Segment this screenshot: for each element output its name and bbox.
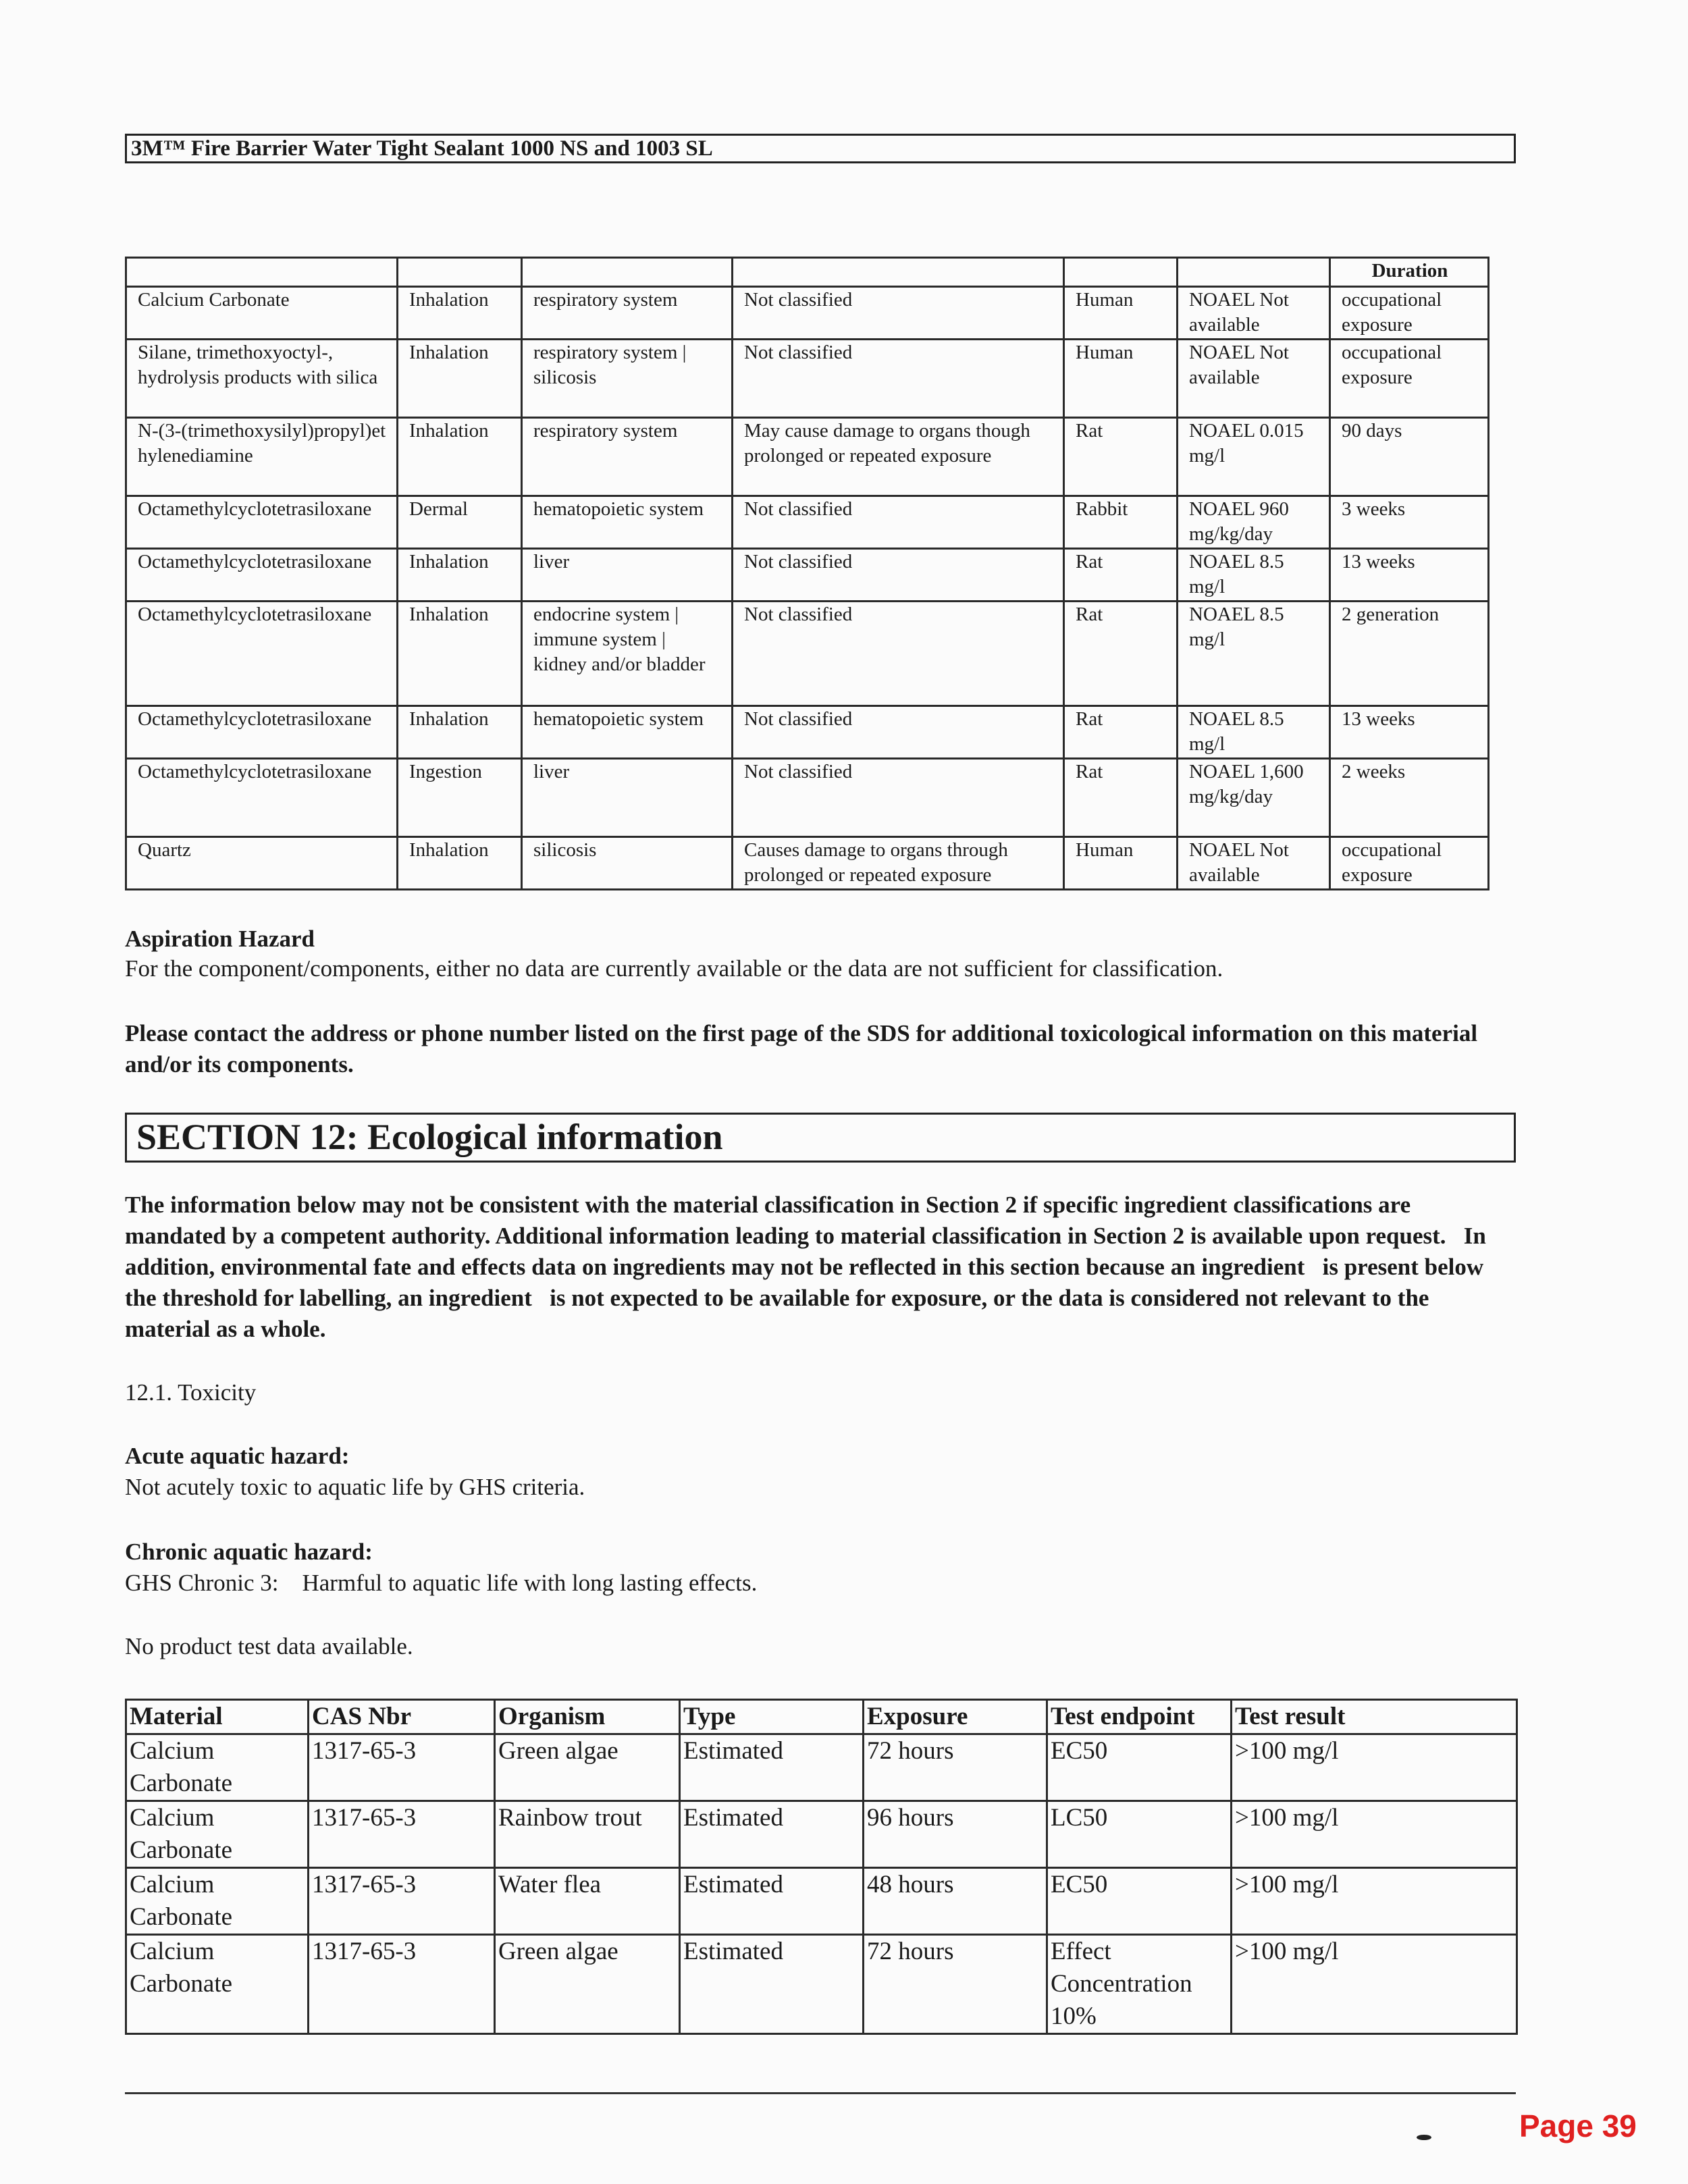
cell-duration: occupational exposure — [1330, 287, 1489, 340]
cell-organ: liver — [522, 759, 733, 837]
cell-type: Estimated — [680, 1734, 864, 1801]
cell-value: Not classified — [733, 287, 1064, 340]
cell-value: Not classified — [733, 706, 1064, 759]
cell-name: Calcium Carbonate — [126, 287, 398, 340]
cell-organ: respiratory system — [522, 287, 733, 340]
header-organism: Organism — [495, 1700, 680, 1734]
chronic-text: GHS Chronic 3: Harmful to aquatic life with long lasting effects. — [125, 1570, 758, 1596]
cell-organism: Water flea — [495, 1868, 680, 1935]
subsection-title: 12.1. Toxicity — [125, 1379, 257, 1406]
cell-value: Causes damage to organs through prolonged or repeated exposure — [733, 837, 1064, 890]
cell-result: >100 mg/l — [1232, 1734, 1517, 1801]
cell-value: Not classified — [733, 549, 1064, 602]
table-row — [126, 340, 1489, 418]
cell-value: Not classified — [733, 759, 1064, 837]
cell-route: Inhalation — [398, 418, 522, 496]
cell-cas: 1317-65-3 — [309, 1935, 495, 2034]
header-exposure: Exposure — [864, 1700, 1047, 1734]
header-duration: Duration — [1330, 258, 1489, 287]
header-cell — [1178, 258, 1330, 287]
cell-material: Calcium Carbonate — [126, 1801, 309, 1868]
cell-test-result: NOAEL 0.015 mg/l — [1178, 418, 1330, 496]
contact-note: Please contact the address or phone number listed on the first page of the SDS for additional toxicological information on this material and/or its components. — [125, 1020, 1478, 1077]
cell-test-result: NOAEL Not available — [1178, 837, 1330, 890]
table-row — [126, 1734, 1517, 1801]
cell-test-result: NOAEL 8.5 mg/l — [1178, 602, 1330, 706]
cell-route: Inhalation — [398, 287, 522, 340]
table-row — [126, 706, 1489, 759]
footer-divider — [125, 2092, 1516, 2094]
cell-organ: silicosis — [522, 837, 733, 890]
table-row — [126, 1935, 1517, 2034]
header-result: Test result — [1232, 1700, 1517, 1734]
cell-material: Calcium Carbonate — [126, 1935, 309, 2034]
cell-organ: respiratory system — [522, 418, 733, 496]
cell-species: Rat — [1064, 602, 1178, 706]
cell-route: Inhalation — [398, 340, 522, 418]
cell-name: Octamethylcyclotetrasiloxane — [126, 602, 398, 706]
cell-organism: Rainbow trout — [495, 1801, 680, 1868]
cell-name: Octamethylcyclotetrasiloxane — [126, 549, 398, 602]
cell-species: Human — [1064, 340, 1178, 418]
cell-organ: hematopoietic system — [522, 496, 733, 549]
aspiration-text: For the component/components, either no data are currently available or the data are not sufficient for classification. — [125, 955, 1223, 982]
table-row — [126, 287, 1489, 340]
cell-species: Rat — [1064, 418, 1178, 496]
cell-test-result: NOAEL Not available — [1178, 340, 1330, 418]
section-12-intro: The information below may not be consistent with the material classification in Section 2 if specific ingredient classifications are mandated by a competent authority. Additional information leading to material classification in Section 2 is available upon request. In addition, environmental fate and effects data on ingredients may not be reflected in this section because an ingredient is present below the threshold for labelling, an ingredient is not expected to be available for exposure, or the data is considered not relevant to the material as a whole. — [125, 1192, 1492, 1342]
cell-species: Rat — [1064, 706, 1178, 759]
cell-name: Quartz — [126, 837, 398, 890]
cell-test-result: NOAEL 8.5 mg/l — [1178, 706, 1330, 759]
cell-exposure: 72 hours — [864, 1734, 1047, 1801]
cell-name: Octamethylcyclotetrasiloxane — [126, 496, 398, 549]
cell-value: Not classified — [733, 602, 1064, 706]
table-row — [126, 837, 1489, 890]
cell-cas: 1317-65-3 — [309, 1801, 495, 1868]
cell-name: Octamethylcyclotetrasiloxane — [126, 759, 398, 837]
aspiration-heading: Aspiration Hazard — [125, 926, 315, 952]
cell-result: >100 mg/l — [1232, 1868, 1517, 1935]
cell-duration: 2 weeks — [1330, 759, 1489, 837]
table-row — [126, 549, 1489, 602]
cell-route: Dermal — [398, 496, 522, 549]
cell-route: Inhalation — [398, 837, 522, 890]
cell-organism: Green algae — [495, 1935, 680, 2034]
cell-result: >100 mg/l — [1232, 1935, 1517, 2034]
header-cell — [398, 258, 522, 287]
cell-cas: 1317-65-3 — [309, 1734, 495, 1801]
cell-name: N-(3-(trimethoxysilyl)propyl)ethylenediamine — [126, 418, 398, 496]
cell-species: Human — [1064, 837, 1178, 890]
acute-text: Not acutely toxic to aquatic life by GHS criteria. — [125, 1474, 585, 1500]
cell-endpoint: Effect Concentration 10% — [1047, 1935, 1232, 2034]
table-row — [126, 1868, 1517, 1935]
cell-organ: liver — [522, 549, 733, 602]
cell-exposure: 96 hours — [864, 1801, 1047, 1868]
table-row — [126, 418, 1489, 496]
table-row — [126, 602, 1489, 706]
cell-exposure: 72 hours — [864, 1935, 1047, 2034]
cell-species: Human — [1064, 287, 1178, 340]
cell-duration: 13 weeks — [1330, 706, 1489, 759]
cell-material: Calcium Carbonate — [126, 1734, 309, 1801]
cell-name: Octamethylcyclotetrasiloxane — [126, 706, 398, 759]
cell-result: >100 mg/l — [1232, 1801, 1517, 1868]
table-row — [126, 759, 1489, 837]
header-endpoint: Test endpoint — [1047, 1700, 1232, 1734]
cell-organ: endocrine system | immune system | kidney and/or bladder — [522, 602, 733, 706]
cell-material: Calcium Carbonate — [126, 1868, 309, 1935]
header-type: Type — [680, 1700, 864, 1734]
cell-route: Ingestion — [398, 759, 522, 837]
cell-test-result: NOAEL 8.5 mg/l — [1178, 549, 1330, 602]
acute-heading: Acute aquatic hazard: — [125, 1443, 350, 1469]
toxicity-table — [125, 257, 1489, 890]
page-number: Page 39 — [1519, 2108, 1637, 2143]
cell-test-result: NOAEL Not available — [1178, 287, 1330, 340]
cell-value: Not classified — [733, 340, 1064, 418]
section-12-title: SECTION 12: Ecological information — [125, 1113, 1516, 1163]
cell-endpoint: EC50 — [1047, 1868, 1232, 1935]
cell-test-result: NOAEL 960 mg/kg/day — [1178, 496, 1330, 549]
chronic-heading: Chronic aquatic hazard: — [125, 1539, 373, 1565]
cell-species: Rat — [1064, 549, 1178, 602]
table-row — [126, 1801, 1517, 1868]
cell-duration: 2 generation — [1330, 602, 1489, 706]
table-row — [126, 496, 1489, 549]
scan-mark-icon — [1417, 2135, 1431, 2140]
cell-duration: 13 weeks — [1330, 549, 1489, 602]
toxicity-table-header — [126, 258, 1489, 287]
no-data-text: No product test data available. — [125, 1633, 413, 1659]
header-cell — [126, 258, 398, 287]
cell-type: Estimated — [680, 1801, 864, 1868]
cell-value: May cause damage to organs though prolonged or repeated exposure — [733, 418, 1064, 496]
header-cell — [733, 258, 1064, 287]
header-cell — [522, 258, 733, 287]
cell-endpoint: EC50 — [1047, 1734, 1232, 1801]
cell-exposure: 48 hours — [864, 1868, 1047, 1935]
cell-route: Inhalation — [398, 549, 522, 602]
document-header: 3M™ Fire Barrier Water Tight Sealant 1000 NS and 1003 SL — [125, 134, 1516, 163]
cell-organ: hematopoietic system — [522, 706, 733, 759]
ecotox-table-header — [126, 1700, 1517, 1734]
cell-species: Rat — [1064, 759, 1178, 837]
cell-cas: 1317-65-3 — [309, 1868, 495, 1935]
cell-duration: occupational exposure — [1330, 340, 1489, 418]
cell-duration: 90 days — [1330, 418, 1489, 496]
cell-duration: occupational exposure — [1330, 837, 1489, 890]
cell-value: Not classified — [733, 496, 1064, 549]
cell-duration: 3 weeks — [1330, 496, 1489, 549]
cell-route: Inhalation — [398, 602, 522, 706]
cell-endpoint: LC50 — [1047, 1801, 1232, 1868]
cell-organism: Green algae — [495, 1734, 680, 1801]
header-material: Material — [126, 1700, 309, 1734]
cell-type: Estimated — [680, 1868, 864, 1935]
cell-route: Inhalation — [398, 706, 522, 759]
cell-type: Estimated — [680, 1935, 864, 2034]
cell-name: Silane, trimethoxyoctyl-, hydrolysis products with silica — [126, 340, 398, 418]
ecotox-table — [125, 1699, 1518, 2035]
header-cell — [1064, 258, 1178, 287]
cell-organ: respiratory system | silicosis — [522, 340, 733, 418]
cell-species: Rabbit — [1064, 496, 1178, 549]
cell-test-result: NOAEL 1,600 mg/kg/day — [1178, 759, 1330, 837]
header-cas: CAS Nbr — [309, 1700, 495, 1734]
